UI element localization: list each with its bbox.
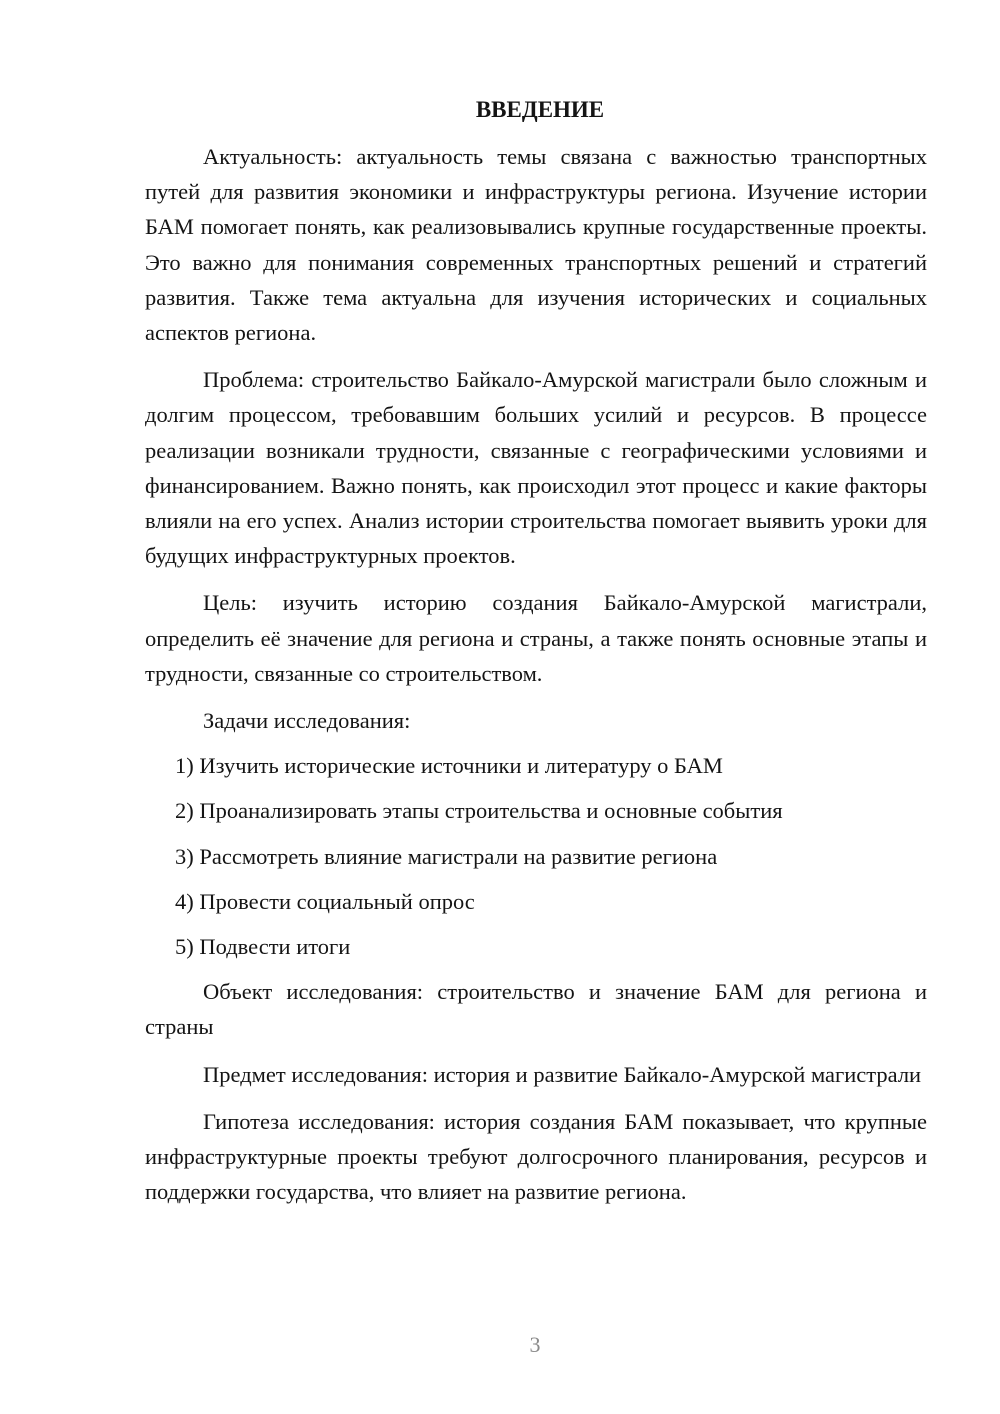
task-item-1: 1) Изучить исторические источники и литературу о БАМ xyxy=(175,753,723,779)
page-title: ВВЕДЕНИЕ xyxy=(475,97,605,122)
task-item-2: 2) Проанализировать этапы строительства и основные события xyxy=(175,798,783,824)
task-item-5: 5) Подвести итоги xyxy=(175,934,351,960)
page-number: 3 xyxy=(529,1332,541,1357)
tasks-heading: Задачи исследования: xyxy=(203,708,411,734)
paragraph-object: Объект исследования: строительство и значение БАМ для региона и страны xyxy=(145,979,927,1040)
document-page xyxy=(145,95,927,1221)
task-item-4: 4) Провести социальный опрос xyxy=(175,888,475,914)
paragraph-problem: Проблема: строительство Байкало-Амурской магистрали было сложным и долгим процессом, требовавшим больших усилий и ресурсов. В процессе реализации возникали трудности, связанные с географическими условиями и финансированием. Важно понять, как происходил этот процесс и какие факторы влияли на его успех. Анализ истории строительства помогает выявить уроки для будущих инфраструктурных проектов. xyxy=(145,367,927,569)
paragraph-goal: Цель: изучить историю создания Байкало-Амурской магистрали, определить её значение для региона и страны, а также понять основные этапы и трудности, связанные со строительством. xyxy=(145,590,927,686)
paragraph-hypothesis: Гипотеза исследования: история создания БАМ показывает, что крупные инфраструктурные проекты требуют долгосрочного планирования, ресурсов и поддержки государства, что влияет на развитие региона. xyxy=(145,1108,927,1205)
paragraph-subject: Предмет исследования: история и развитие Байкало-Амурской магистрали xyxy=(203,1061,922,1087)
paragraph-relevance: Актуальность: актуальность темы связана с важностью транспортных путей для развития экономики и инфраструктуры региона. Изучение истории БАМ помогает понять, как реализовывались крупные государственные проекты. Это важно для понимания современных транспортных решений и стратегий развития. Также тема актуальна для изучения исторических и социальных аспектов региона. xyxy=(145,144,927,346)
task-item-3: 3) Рассмотреть влияние магистрали на развитие региона xyxy=(175,843,718,869)
